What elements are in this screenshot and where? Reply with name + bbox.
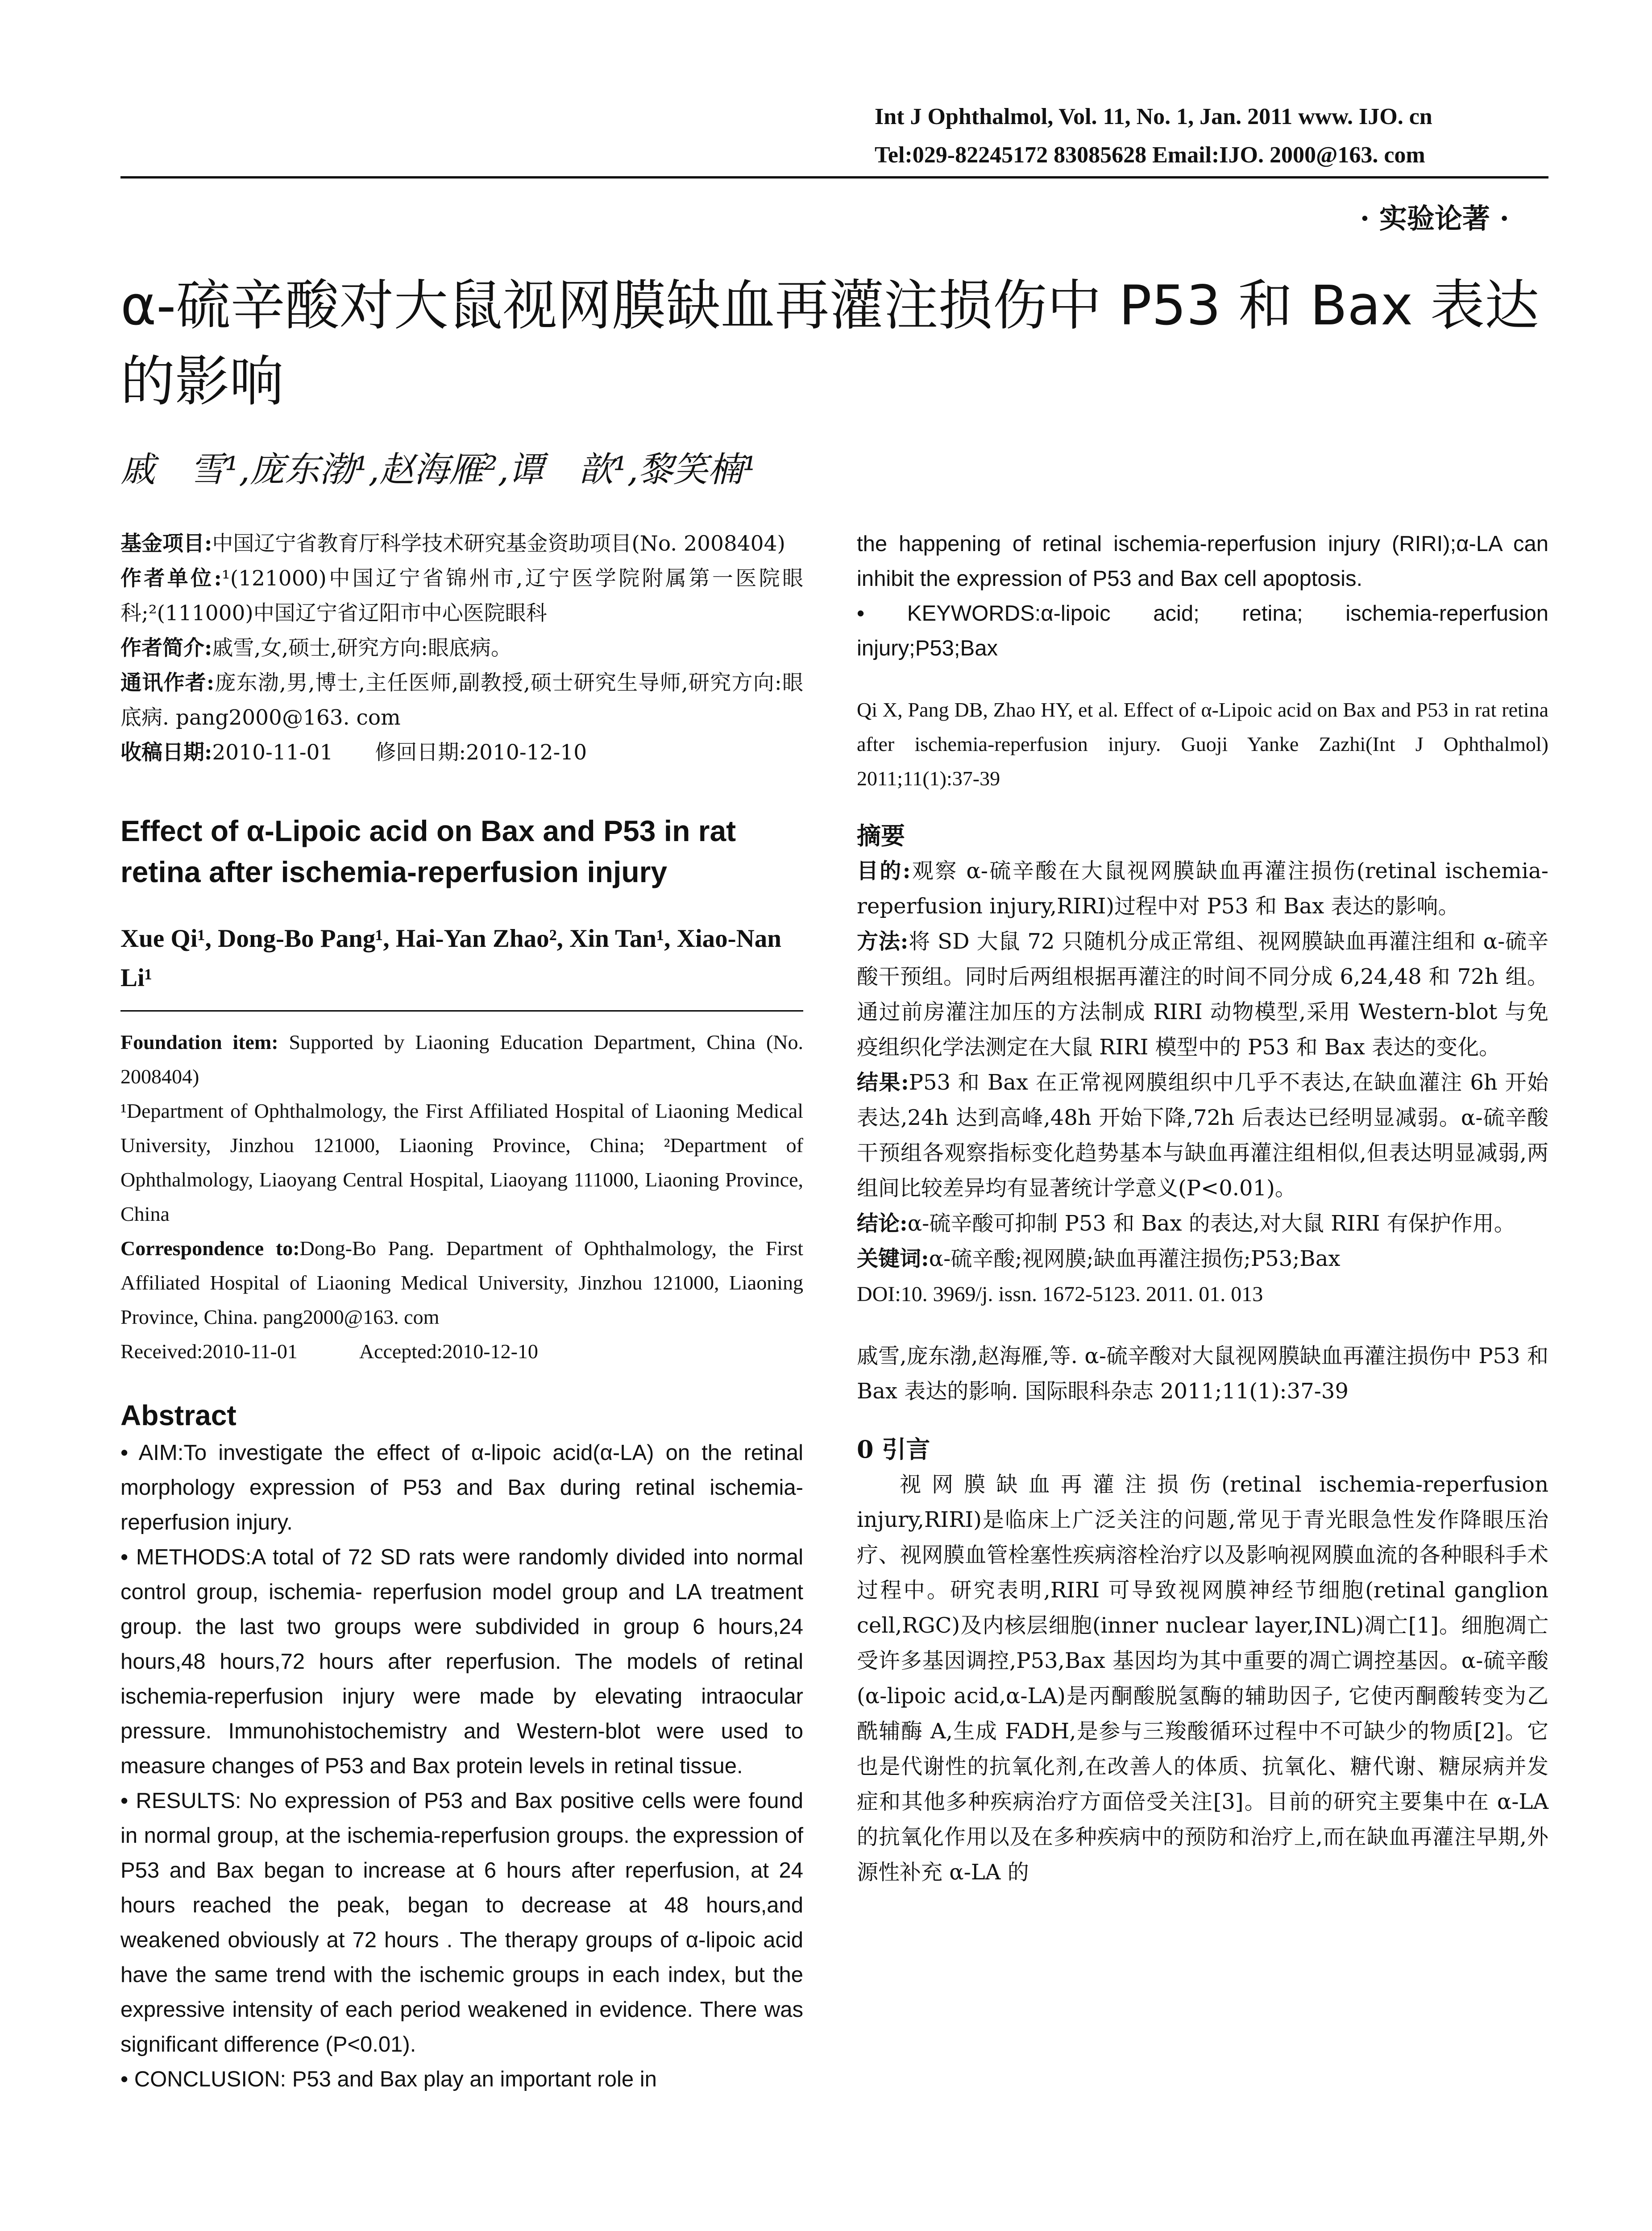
cn-results: 结果:P53 和 Bax 在正常视网膜组织中几乎不表达,在缺血灌注 6h 开始表达,24h 达到高峰,48h 开始下降,72h 后表达已经明显减弱。α-硫辛酸干预组各观察指标变化趋势基本与缺血再灌注组相似,但表达明显减弱,两组间比较差异均有显著统计学意义(P<0.01)。	[857, 1070, 1548, 1201]
intro-paragraph: 视网膜缺血再灌注损伤(retinal ischemia-reperfusion injury,RIRI)是临床上广泛关注的问题,常见于青光眼急性发作降眼压治疗、视网膜血管栓塞性疾病溶栓治疗以及影响视网膜血流的各种眼科手术过程中。研究表明,RIRI 可导致视网膜神经节细胞(retinal ganglion cell,RGC)及内核层细胞(inner nuclear layer,INL)凋亡[1]。细胞凋亡受许多基因调控,P53,Bax 基因均为其中重要的凋亡调控基因。α-硫辛酸(α-lipoic acid,α-LA)是丙酮酸脱氢酶的辅助因子, 它使丙酮酸转变为乙酰辅酶 A,生成 FADH,是参与三羧酸循环过程中不可缺少的物质[2]。它也是代谢性的抗氧化剂,在改善人的体质、抗氧化、糖代谢、糖尿病并发症和其他多种疾病治疗方面倍受关注[3]。目前的研究主要集中在 α-LA 的抗氧化作用以及在多种疾病中的预防和治疗上,而在缺血再灌注早期,外源性补充 α-LA 的	[857, 1472, 1548, 1885]
abstract-keywords: • KEYWORDS:α-lipoic acid; retina; ischemia-reperfusion injury;P53;Bax	[857, 601, 1548, 660]
meta-dates: 收稿日期:2010-11-01 修回日期:2010-12-10	[120, 740, 587, 765]
citation-english: Qi X, Pang DB, Zhao HY, et al. Effect of α-Lipoic acid on Bax and P53 in rat retina after ischemia-reperfusion injury. Guoji Yanke Zazhi(Int J Ophthalmol) 2011;11(1):37-39	[857, 698, 1548, 790]
meta-correspondence: 通讯作者:庞东渤,男,博士,主任医师,副教授,硕士研究生导师,研究方向:眼底病. pang2000@163. com	[120, 671, 803, 730]
journal-header-line2: Tel:029-82245172 83085628 Email:IJO. 2000@163. com	[875, 142, 1425, 168]
left-column	[120, 527, 803, 2097]
journal-header-line1: Int J Ophthalmol, Vol. 11, No. 1, Jan. 2011 www. IJO. cn	[875, 104, 1432, 129]
abstract-methods: • METHODS:A total of 72 SD rats were randomly divided into normal control group, ischemia- reperfusion model group and LA treatment group. the last two groups were subdivided in group 6 hours,24 hours,48 hours,72 hours after reperfusion. The models of retinal ischemia-reperfusion injury were made by elevating intraocular pressure. Immunohistochemistry and Western-blot were used to measure changes of P53 and Bax protein levels in retinal tissue.	[120, 1545, 803, 1778]
header-rule	[120, 176, 1548, 178]
abstract-heading: Abstract	[120, 1399, 237, 1431]
abstract-conclusion: • CONCLUSION: P53 and Bax play an important role in	[120, 2067, 657, 2091]
english-authors: Xue Qi¹, Dong-Bo Pang¹, Hai-Yan Zhao², Xin Tan¹, Xiao-Nan Li¹	[120, 925, 781, 992]
meta-author-bio: 作者简介:戚雪,女,硕士,研究方向:眼底病。	[120, 636, 512, 660]
correspondence: Correspondence to:Dong-Bo Pang. Department of Ophthalmology, the First Affiliated Hospital of Liaoning Medical University, Jinzhou 121000, Liaoning Province, China. pang2000@163. com	[120, 1237, 804, 1328]
article-authors: 戚 雪¹,庞东渤¹,赵海雁²,谭 歆¹,黎笑楠¹	[120, 450, 757, 490]
doi: DOI:10. 3969/j. issn. 1672-5123. 2011. 01. 013	[857, 1282, 1263, 1306]
right-column	[857, 527, 1548, 1890]
cn-aim: 目的:观察 α-硫辛酸在大鼠视网膜缺血再灌注损伤(retinal ischemia-reperfusion injury,RIRI)过程中对 P53 和 Bax 表达的影响。	[857, 858, 1548, 919]
cn-methods: 方法:将 SD 大鼠 72 只随机分成正常组、视网膜缺血再灌注组和 α-硫辛酸干预组。同时后两组根据再灌注的时间不同分成 6,24,48 和 72h 组。通过前房灌注加压的方法制成 RIRI 动物模型,采用 Western-blot 与免疫组织化学法测定在大鼠 RIRI 模型中的 P53 和 Bax 表达的变化。	[857, 929, 1548, 1060]
abstract-conclusion-continued: the happening of retinal ischemia-reperfusion injury (RIRI);α-LA can inhibit the expression of P53 and Bax cell apoptosis.	[857, 532, 1548, 591]
citation-chinese: 戚雪,庞东渤,赵海雁,等. α-硫辛酸对大鼠视网膜缺血再灌注损伤中 P53 和 Bax 表达的影响. 国际眼科杂志 2011;11(1):37-39	[857, 1344, 1548, 1404]
english-affiliation: ¹Department of Ophthalmology, the First Affiliated Hospital of Liaoning Medical University, Jinzhou 121000, Liaoning Province, China; ²Department of Ophthalmology, Liaoyang Central Hospital, Liaoyang 111000, Liaoning Province, China	[120, 1099, 803, 1225]
abstract-results: • RESULTS: No expression of P53 and Bax positive cells were found in normal group, at the ischemia-reperfusion groups. the expression of P53 and Bax began to increase at 6 hours after reperfusion, at 24 hours reached the peak, began to decrease at 48 hours,and weakened obviously at 72 hours . The therapy groups of α-lipoic acid have the same trend with the ischemic groups in each index, but the expressive intensity of each period weakened in evidence. There was significant difference (P<0.01).	[120, 1789, 803, 2057]
cn-keywords: 关键词:α-硫辛酸;视网膜;缺血再灌注损伤;P53;Bax	[857, 1246, 1341, 1271]
cn-conclusion: 结论:α-硫辛酸可抑制 P53 和 Bax 的表达,对大鼠 RIRI 有保护作用。	[857, 1211, 1515, 1236]
meta-affiliation: 作者单位:¹(121000)中国辽宁省锦州市,辽宁医学院附属第一医院眼科;²(111000)中国辽宁省辽阳市中心医院眼科	[120, 566, 803, 626]
chinese-metadata	[120, 527, 803, 770]
author-rule	[120, 1010, 803, 1012]
article-title: α-硫辛酸对大鼠视网膜缺血再灌注损伤中 P53 和 Bax 表达的影响	[120, 274, 1540, 413]
meta-funding: 基金项目:中国辽宁省教育厅科学技术研究基金资助项目(No. 2008404)	[120, 531, 785, 556]
foundation-item: Foundation item: Supported by Liaoning Education Department, China (No. 2008404)	[120, 1031, 804, 1088]
english-title: Effect of α-Lipoic acid on Bax and P53 in rat retina after ischemia-reperfusion injury	[120, 814, 736, 888]
cn-abstract-heading: 摘要	[857, 821, 905, 850]
received-dates: Received:2010-11-01 Accepted:2010-12-10	[120, 1340, 538, 1363]
section-label: · 实验论著 ·	[1360, 202, 1509, 235]
intro-heading: 0 引言	[857, 1435, 930, 1464]
abstract-aim: • AIM:To investigate the effect of α-lipoic acid(α-LA) on the retinal morphology expression of P53 and Bax during retinal ischemia-reperfusion injury.	[120, 1441, 803, 1534]
